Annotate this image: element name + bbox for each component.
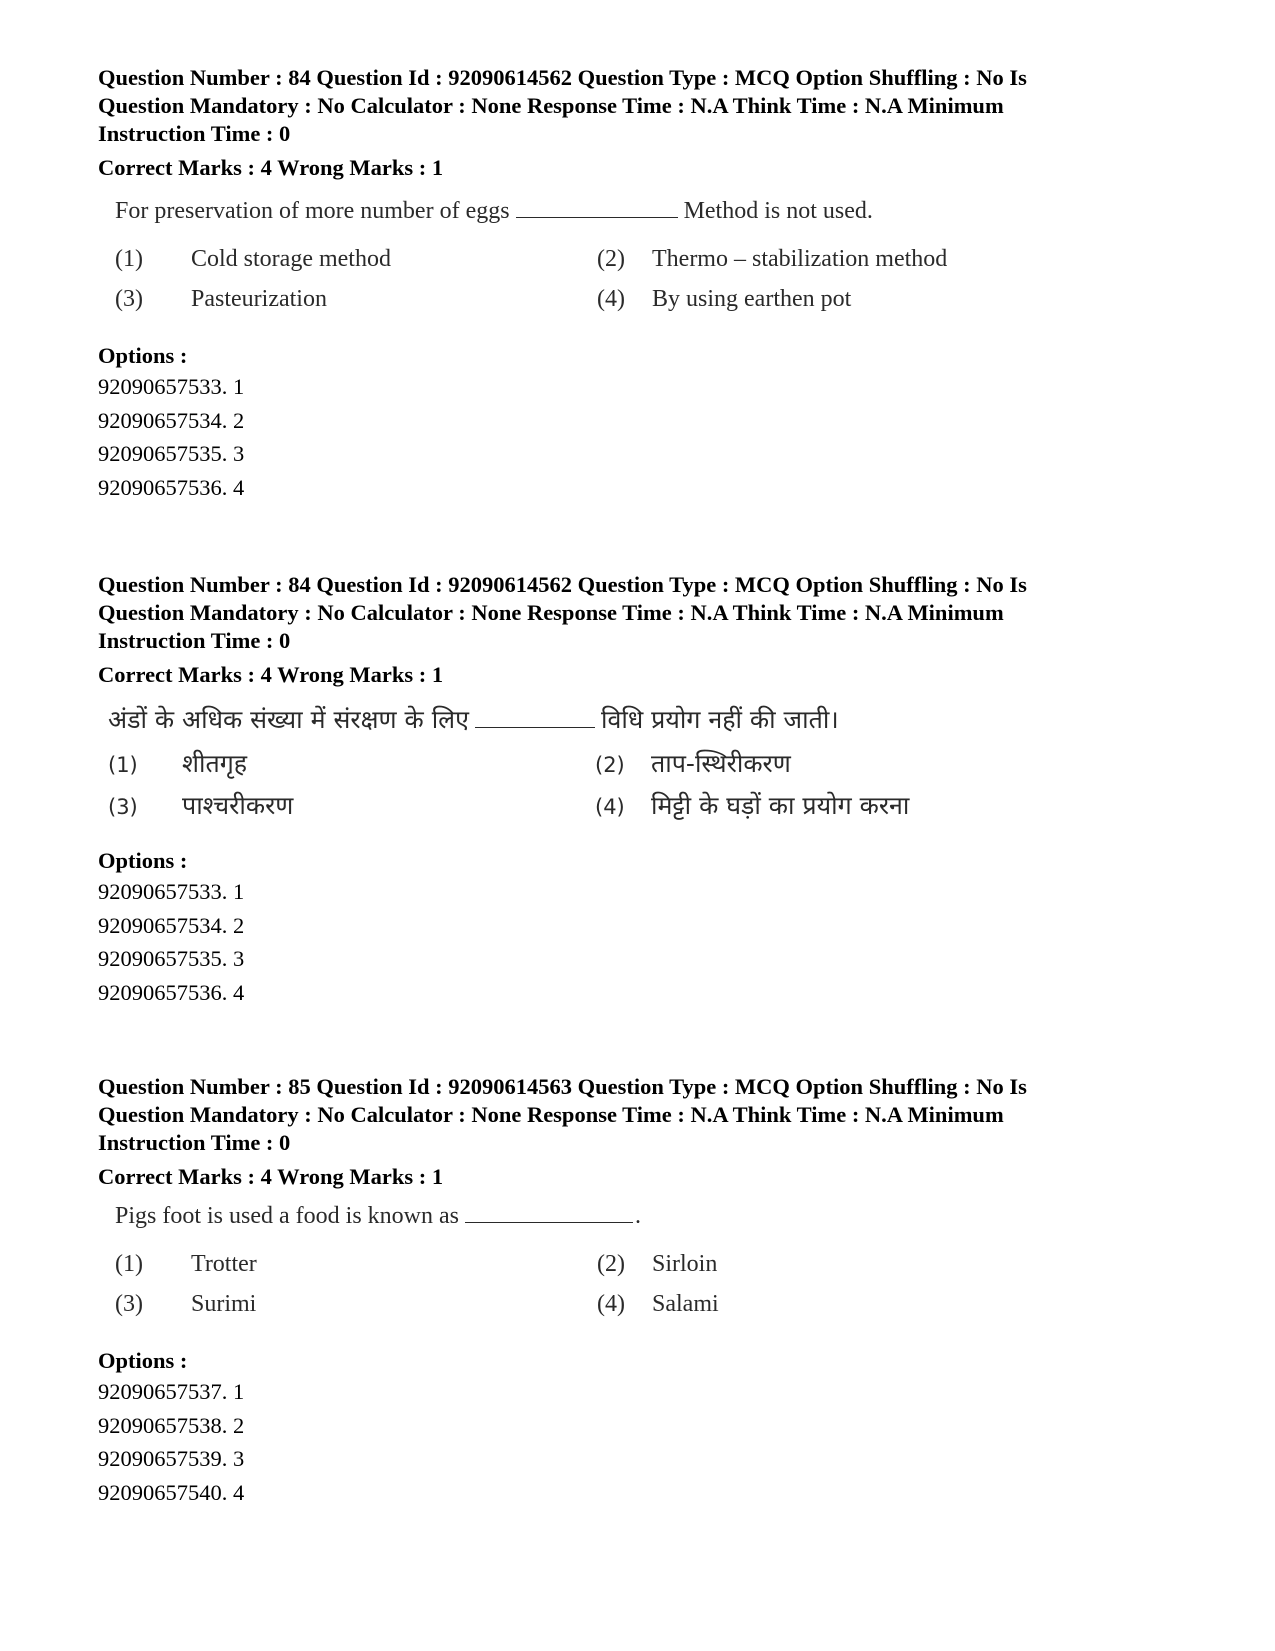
question-meta-line: Instruction Time : 0 [98,1130,291,1155]
choice-item [595,791,909,822]
stem-text: अंडों के अधिक संख्या में संरक्षण के लिए [108,705,469,734]
choice-text: ताप-स्थिरीकरण [651,749,791,778]
choice-text: Trotter [191,1251,257,1277]
choice-number: (2) [597,1251,625,1277]
choice-item [115,284,327,314]
choice-text: Pasteurization [191,286,327,312]
fill-blank [516,197,678,218]
choice-item [595,749,791,780]
question-block [98,64,1198,504]
marks-line: Correct Marks : 4 Wrong Marks : 1 [98,662,444,687]
choice-item [115,1249,257,1279]
answer-choices [115,1249,1075,1333]
marks-line: Correct Marks : 4 Wrong Marks : 1 [98,155,444,180]
choice-item [115,1289,256,1319]
choice-item [115,244,391,274]
option-id: 92090657535. 3 [98,441,245,466]
options-label: Options : [98,343,188,368]
choice-number: (1) [115,246,143,272]
question-meta-line: Instruction Time : 0 [98,121,291,146]
choice-text: मिट्टी के घड़ों का प्रयोग करना [651,791,910,820]
choice-number: (3) [115,286,143,312]
question-stem [108,705,1198,735]
option-id: 92090657535. 3 [98,946,245,971]
choice-item [597,284,851,314]
option-id: 92090657539. 3 [98,1446,245,1471]
choice-text: पाश्चरीकरण [182,791,294,820]
option-id: 92090657540. 4 [98,1479,245,1505]
question-block [98,1073,1198,1509]
stem-text: For preservation of more number of eggs [115,198,510,224]
question-content [115,1201,1198,1333]
choice-number: (1) [108,753,138,777]
option-id: 92090657533. 1 [98,374,245,399]
choice-text: Sirloin [652,1251,718,1277]
option-id: 92090657537. 1 [98,1379,245,1404]
fill-blank [475,711,595,728]
choice-item [108,749,247,780]
option-id: 92090657538. 2 [98,1412,245,1438]
question-meta-line: Instruction Time : 0 [98,628,291,653]
choice-item [108,791,293,822]
choice-text: Surimi [191,1291,257,1317]
choice-number: (1) [115,1251,143,1277]
question-block [98,571,1198,1009]
option-id: 92090657536. 4 [98,979,245,1005]
choice-number: (2) [595,753,625,777]
question-stem [115,1201,1198,1231]
stem-text: Pigs foot is used a food is known as [115,1203,459,1229]
option-id: 92090657536. 4 [98,474,245,500]
options-label: Options : [98,1348,188,1373]
question-meta-line: Question Number : 84 Question Id : 92090614562 Question Type : MCQ Option Shuffling : No Is [98,65,1027,90]
option-id: 92090657534. 2 [98,407,245,433]
options-label: Options : [98,848,188,873]
question-content [115,196,1198,328]
question-content [108,705,1198,833]
choice-number: (4) [597,1291,625,1317]
stem-text: . [635,1203,641,1229]
choice-number: (3) [115,1291,143,1317]
choice-number: (3) [108,795,138,819]
choice-text: Thermo – stabilization method [652,246,948,272]
choice-item [597,1289,719,1319]
choice-item [597,244,947,274]
choice-number: (4) [597,286,625,312]
choice-text: Salami [652,1291,719,1317]
option-id: 92090657533. 1 [98,879,245,904]
choice-text: शीतगृह [182,749,248,778]
question-meta-line: Question Mandatory : No Calculator : None Response Time : N.A Think Time : N.A Minimum [98,93,1004,118]
choice-item [597,1249,717,1279]
choice-text: Cold storage method [191,246,391,272]
stem-text: Method is not used. [683,198,873,224]
question-meta-line: Question Mandatory : No Calculator : None Response Time : N.A Think Time : N.A Minimum [98,600,1004,625]
question-meta-line: Question Mandatory : No Calculator : None Response Time : N.A Think Time : N.A Minimum [98,1102,1004,1127]
stem-text: विधि प्रयोग नहीं की जाती। [600,705,839,734]
choice-number: (4) [595,795,625,819]
answer-choices [115,244,1075,328]
choice-number: (2) [597,246,625,272]
option-id: 92090657534. 2 [98,912,245,938]
question-meta-line: Question Number : 85 Question Id : 92090614563 Question Type : MCQ Option Shuffling : No Is [98,1074,1027,1099]
choice-text: By using earthen pot [652,286,852,312]
question-stem [115,196,1198,226]
fill-blank [465,1202,633,1223]
marks-line: Correct Marks : 4 Wrong Marks : 1 [98,1164,444,1189]
question-meta-line: Question Number : 84 Question Id : 92090614562 Question Type : MCQ Option Shuffling : No Is [98,572,1027,597]
answer-choices [108,749,1068,833]
